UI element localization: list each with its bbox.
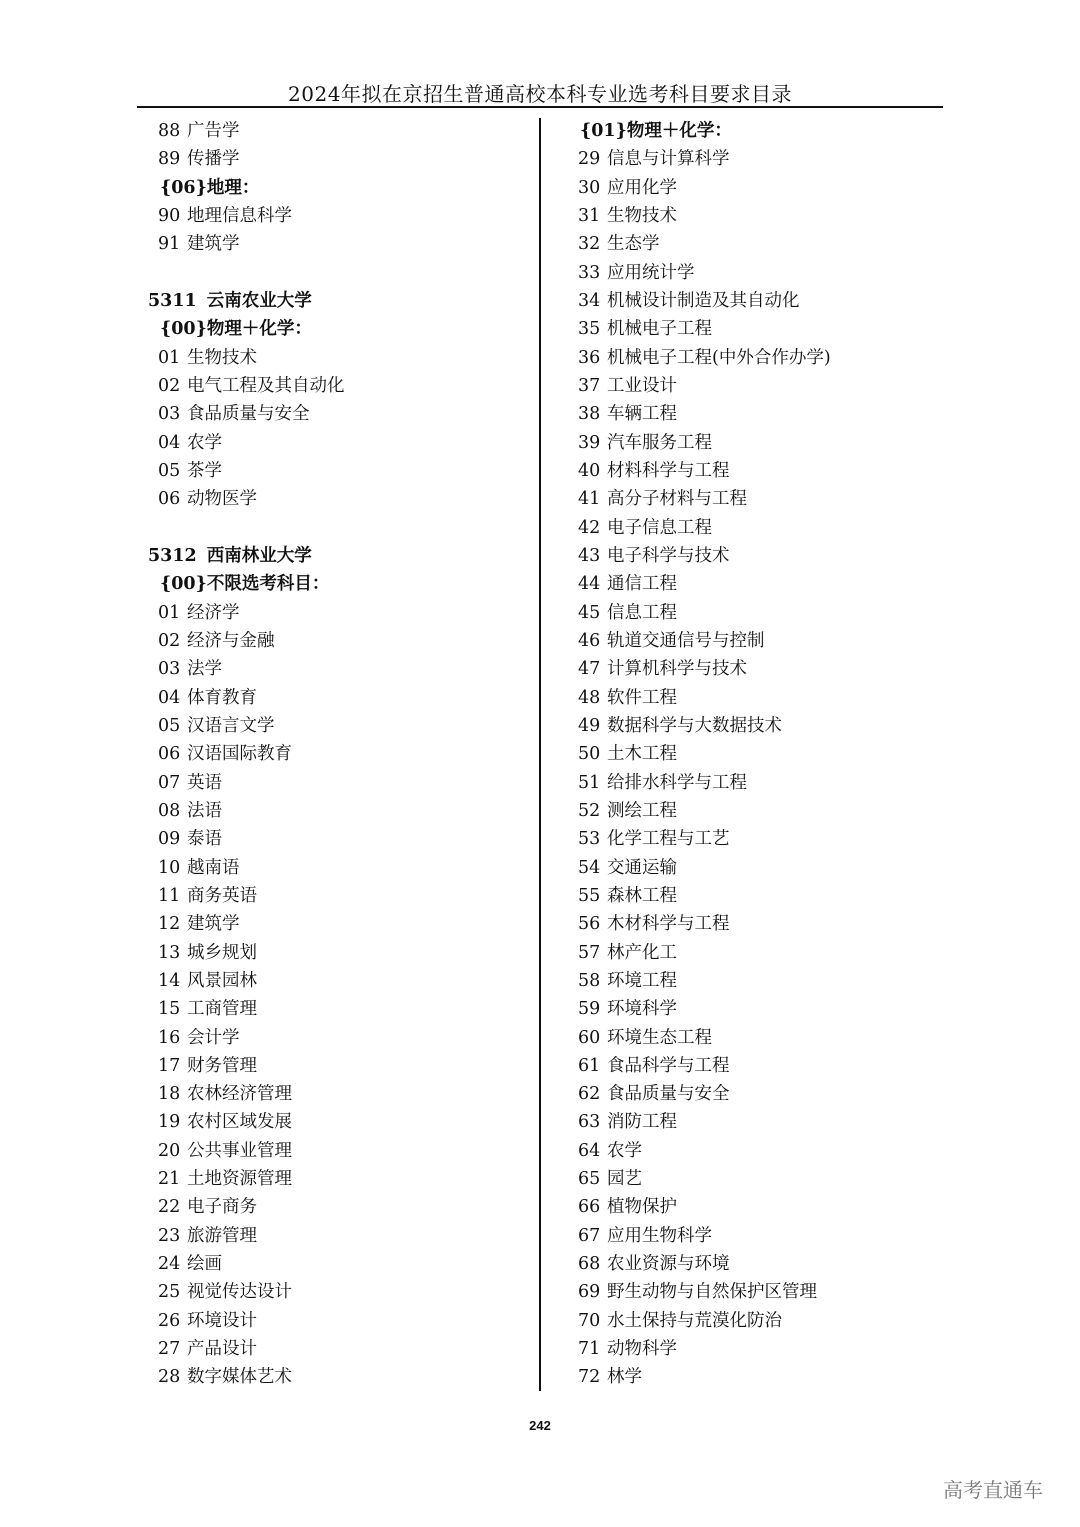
school-name: 云南农业大学 xyxy=(206,290,312,311)
item-number: 69 xyxy=(578,1282,601,1303)
list-item xyxy=(148,967,345,995)
item-name: 环境科学 xyxy=(607,999,677,1020)
list-item xyxy=(568,457,831,485)
list-item xyxy=(148,1363,345,1391)
list-item xyxy=(568,1193,831,1221)
item-number: 31 xyxy=(578,205,601,226)
item-number: 89 xyxy=(158,149,181,170)
item-number: 24 xyxy=(158,1254,181,1275)
item-number: 88 xyxy=(158,121,181,141)
item-number: 55 xyxy=(578,885,601,906)
item-name: 法学 xyxy=(187,659,222,680)
category-heading: {06}地理： xyxy=(160,177,260,198)
list-item xyxy=(148,825,345,853)
item-name: 农学 xyxy=(187,432,222,453)
item-number: 23 xyxy=(158,1225,181,1246)
list-item xyxy=(148,1278,345,1306)
item-number: 33 xyxy=(578,262,601,283)
item-name: 林学 xyxy=(607,1367,642,1388)
list-item xyxy=(568,230,831,258)
school-heading xyxy=(148,542,345,570)
item-name: 汉语言文学 xyxy=(187,715,275,736)
item-name: 环境生态工程 xyxy=(607,1027,712,1048)
list-item xyxy=(148,769,345,797)
item-number: 36 xyxy=(578,347,601,368)
item-name: 应用生物科学 xyxy=(607,1225,712,1246)
item-number: 60 xyxy=(578,1027,601,1048)
school-heading xyxy=(148,287,345,315)
item-number: 61 xyxy=(578,1055,601,1076)
item-name: 汽车服务工程 xyxy=(607,432,712,453)
item-name: 信息工程 xyxy=(607,602,677,623)
item-name: 生态学 xyxy=(607,234,660,255)
item-name: 视觉传达设计 xyxy=(187,1282,292,1303)
item-name: 农学 xyxy=(607,1140,642,1161)
list-item xyxy=(148,344,345,372)
item-number: 05 xyxy=(158,715,181,736)
item-name: 电子科学与技术 xyxy=(607,545,730,566)
list-item xyxy=(148,372,345,400)
item-number: 50 xyxy=(578,744,601,765)
item-name: 环境工程 xyxy=(607,970,677,991)
list-item xyxy=(568,882,831,910)
item-name: 水土保持与荒漠化防治 xyxy=(607,1310,782,1331)
list-item xyxy=(568,174,831,202)
item-number: 91 xyxy=(158,234,181,255)
item-name: 风景园林 xyxy=(187,970,257,991)
school-code: 5312 xyxy=(148,545,197,566)
item-name: 给排水科学与工程 xyxy=(607,772,747,793)
item-name: 食品质量与安全 xyxy=(607,1084,730,1105)
list-item xyxy=(148,1052,345,1080)
item-name: 商务英语 xyxy=(187,885,257,906)
page-number: 242 xyxy=(529,1418,551,1433)
list-item xyxy=(568,684,831,712)
item-name: 旅游管理 xyxy=(187,1225,257,1246)
item-number: 28 xyxy=(158,1367,181,1388)
list-item xyxy=(148,1222,345,1250)
item-number: 06 xyxy=(158,744,181,765)
item-number: 17 xyxy=(158,1055,181,1076)
list-item xyxy=(568,1222,831,1250)
item-name: 信息与计算科学 xyxy=(607,149,730,170)
list-item xyxy=(568,259,831,287)
item-name: 应用化学 xyxy=(607,177,677,198)
item-name: 机械电子工程 xyxy=(607,319,712,340)
item-number: 37 xyxy=(578,375,601,396)
item-number: 59 xyxy=(578,999,601,1020)
item-name: 数字媒体艺术 xyxy=(187,1367,292,1388)
list-item xyxy=(568,1052,831,1080)
item-number: 68 xyxy=(578,1254,601,1275)
item-number: 63 xyxy=(578,1112,601,1133)
list-item xyxy=(148,1108,345,1136)
list-item xyxy=(568,825,831,853)
list-item xyxy=(148,797,345,825)
list-item xyxy=(568,145,831,173)
list-item xyxy=(148,995,345,1023)
item-name: 生物技术 xyxy=(187,347,257,368)
item-name: 电子商务 xyxy=(187,1197,257,1218)
item-name: 植物保护 xyxy=(607,1197,677,1218)
list-item xyxy=(568,910,831,938)
item-name: 土地资源管理 xyxy=(187,1169,292,1190)
blank-line xyxy=(148,259,345,287)
item-name: 财务管理 xyxy=(187,1055,257,1076)
item-name: 测绘工程 xyxy=(607,800,677,821)
list-item xyxy=(148,230,345,258)
item-number: 66 xyxy=(578,1197,601,1218)
list-item xyxy=(148,854,345,882)
list-item xyxy=(568,712,831,740)
item-name: 英语 xyxy=(187,772,222,793)
list-item xyxy=(568,1165,831,1193)
item-number: 40 xyxy=(578,460,601,481)
list-item xyxy=(148,145,345,173)
item-name: 经济与金融 xyxy=(187,630,275,651)
item-number: 11 xyxy=(158,885,181,906)
list-item xyxy=(568,1278,831,1306)
item-number: 43 xyxy=(578,545,601,566)
item-name: 土木工程 xyxy=(607,744,677,765)
list-item xyxy=(148,485,345,513)
item-number: 04 xyxy=(158,432,181,453)
item-name: 机械设计制造及其自动化 xyxy=(607,290,800,311)
list-item xyxy=(568,627,831,655)
item-name: 车辆工程 xyxy=(607,404,677,425)
item-number: 70 xyxy=(578,1310,601,1331)
item-number: 64 xyxy=(578,1140,601,1161)
item-name: 动物科学 xyxy=(607,1339,677,1360)
item-name: 建筑学 xyxy=(187,234,240,255)
item-name: 计算机科学与技术 xyxy=(607,659,747,680)
item-name: 高分子材料与工程 xyxy=(607,489,747,510)
item-number: 67 xyxy=(578,1225,601,1246)
item-name: 应用统计学 xyxy=(607,262,695,283)
list-item xyxy=(148,655,345,683)
item-name: 生物技术 xyxy=(607,205,677,226)
item-number: 02 xyxy=(158,375,181,396)
list-item xyxy=(148,939,345,967)
item-name: 汉语国际教育 xyxy=(187,744,292,765)
page-title: 2024年拟在京招生普通高校本科专业选考科目要求目录 xyxy=(288,82,792,106)
item-name: 食品质量与安全 xyxy=(187,404,310,425)
school-name: 西南林业大学 xyxy=(206,545,312,566)
category-heading: {01}物理＋化学： xyxy=(580,121,732,141)
item-number: 51 xyxy=(578,772,601,793)
list-item xyxy=(568,344,831,372)
list-item xyxy=(148,712,345,740)
item-name: 工商管理 xyxy=(187,999,257,1020)
item-number: 54 xyxy=(578,857,601,878)
list-item xyxy=(568,1137,831,1165)
list-item xyxy=(148,1193,345,1221)
item-name: 环境设计 xyxy=(187,1310,257,1331)
item-name: 会计学 xyxy=(187,1027,240,1048)
item-number: 71 xyxy=(578,1339,601,1360)
item-number: 13 xyxy=(158,942,181,963)
item-name: 工业设计 xyxy=(607,375,677,396)
list-item xyxy=(148,1165,345,1193)
item-number: 47 xyxy=(578,659,601,680)
item-name: 茶学 xyxy=(187,460,222,481)
list-item xyxy=(568,514,831,542)
item-number: 26 xyxy=(158,1310,181,1331)
category-heading: {00}物理＋化学： xyxy=(160,319,312,340)
list-item xyxy=(568,1080,831,1108)
item-number: 44 xyxy=(578,574,601,595)
item-name: 产品设计 xyxy=(187,1339,257,1360)
item-number: 46 xyxy=(578,630,601,651)
item-number: 65 xyxy=(578,1169,601,1190)
list-item xyxy=(568,655,831,683)
list-item xyxy=(568,485,831,513)
right-column xyxy=(568,117,831,1392)
list-item xyxy=(148,202,345,230)
item-name: 泰语 xyxy=(187,829,222,850)
left-column xyxy=(148,117,345,1392)
item-name: 食品科学与工程 xyxy=(607,1055,730,1076)
item-number: 45 xyxy=(578,602,601,623)
list-item xyxy=(148,740,345,768)
list-item xyxy=(148,599,345,627)
item-name: 公共事业管理 xyxy=(187,1140,292,1161)
list-item xyxy=(568,1250,831,1278)
category-heading: {00}不限选考科目： xyxy=(160,574,330,595)
item-number: 09 xyxy=(158,829,181,850)
list-item xyxy=(148,400,345,428)
item-number: 22 xyxy=(158,1197,181,1218)
item-number: 03 xyxy=(158,404,181,425)
item-name: 动物医学 xyxy=(187,489,257,510)
list-item xyxy=(568,939,831,967)
item-name: 地理信息科学 xyxy=(187,205,292,226)
list-item xyxy=(148,1307,345,1335)
item-number: 41 xyxy=(578,489,601,510)
list-item xyxy=(568,1307,831,1335)
item-number: 72 xyxy=(578,1367,601,1388)
item-name: 通信工程 xyxy=(607,574,677,595)
item-number: 03 xyxy=(158,659,181,680)
list-item xyxy=(568,1335,831,1363)
item-number: 90 xyxy=(158,205,181,226)
list-item xyxy=(568,542,831,570)
item-name: 木材科学与工程 xyxy=(607,914,730,935)
list-item xyxy=(568,372,831,400)
item-name: 绘画 xyxy=(187,1254,222,1275)
item-number: 12 xyxy=(158,914,181,935)
item-number: 38 xyxy=(578,404,601,425)
item-number: 10 xyxy=(158,857,181,878)
item-number: 48 xyxy=(578,687,601,708)
list-item xyxy=(148,684,345,712)
item-number: 30 xyxy=(578,177,601,198)
item-number: 08 xyxy=(158,800,181,821)
item-number: 53 xyxy=(578,829,601,850)
header-rule xyxy=(137,106,943,108)
list-item xyxy=(568,769,831,797)
item-number: 62 xyxy=(578,1084,601,1105)
list-item xyxy=(568,202,831,230)
item-number: 34 xyxy=(578,290,601,311)
item-number: 05 xyxy=(158,460,181,481)
school-code: 5311 xyxy=(148,290,197,311)
blank-line xyxy=(148,514,345,542)
item-name: 法语 xyxy=(187,800,222,821)
item-number: 35 xyxy=(578,319,601,340)
list-item xyxy=(148,117,345,145)
list-item xyxy=(148,429,345,457)
list-item xyxy=(568,315,831,343)
item-name: 机械电子工程(中外合作办学) xyxy=(607,347,831,368)
list-item xyxy=(148,1080,345,1108)
item-name: 消防工程 xyxy=(607,1112,677,1133)
item-name: 越南语 xyxy=(187,857,240,878)
item-name: 交通运输 xyxy=(607,857,677,878)
item-number: 14 xyxy=(158,970,181,991)
item-name: 数据科学与大数据技术 xyxy=(607,715,782,736)
item-number: 21 xyxy=(158,1169,181,1190)
item-number: 49 xyxy=(578,715,601,736)
list-item xyxy=(568,429,831,457)
item-number: 18 xyxy=(158,1084,181,1105)
item-name: 材料科学与工程 xyxy=(607,460,730,481)
list-item xyxy=(148,910,345,938)
item-number: 52 xyxy=(578,800,601,821)
item-number: 32 xyxy=(578,234,601,255)
watermark: 高考直通车 xyxy=(943,1478,1043,1502)
list-item xyxy=(568,967,831,995)
item-number: 42 xyxy=(578,517,601,538)
list-item xyxy=(568,287,831,315)
item-number: 56 xyxy=(578,914,601,935)
item-name: 轨道交通信号与控制 xyxy=(607,630,765,651)
item-name: 园艺 xyxy=(607,1169,642,1190)
list-item xyxy=(568,1363,831,1391)
item-number: 06 xyxy=(158,489,181,510)
list-item xyxy=(148,1024,345,1052)
item-number: 27 xyxy=(158,1339,181,1360)
item-name: 广告学 xyxy=(187,121,240,141)
item-name: 传播学 xyxy=(187,149,240,170)
list-item xyxy=(568,599,831,627)
item-name: 电子信息工程 xyxy=(607,517,712,538)
item-name: 体育教育 xyxy=(187,687,257,708)
list-item xyxy=(148,1137,345,1165)
item-name: 森林工程 xyxy=(607,885,677,906)
item-number: 29 xyxy=(578,149,601,170)
list-item xyxy=(568,1024,831,1052)
item-number: 57 xyxy=(578,942,601,963)
item-number: 20 xyxy=(158,1140,181,1161)
item-number: 01 xyxy=(158,602,181,623)
item-name: 农村区域发展 xyxy=(187,1112,292,1133)
list-item xyxy=(568,570,831,598)
item-name: 野生动物与自然保护区管理 xyxy=(607,1282,817,1303)
item-number: 01 xyxy=(158,347,181,368)
item-name: 软件工程 xyxy=(607,687,677,708)
list-item xyxy=(568,400,831,428)
item-number: 07 xyxy=(158,772,181,793)
column-divider xyxy=(539,118,541,1391)
list-item xyxy=(148,1250,345,1278)
list-item xyxy=(568,1108,831,1136)
item-name: 电气工程及其自动化 xyxy=(187,375,345,396)
list-item xyxy=(148,457,345,485)
item-name: 城乡规划 xyxy=(187,942,257,963)
item-name: 经济学 xyxy=(187,602,240,623)
item-number: 02 xyxy=(158,630,181,651)
item-name: 建筑学 xyxy=(187,914,240,935)
item-number: 39 xyxy=(578,432,601,453)
list-item xyxy=(568,995,831,1023)
item-number: 58 xyxy=(578,970,601,991)
item-name: 农业资源与环境 xyxy=(607,1254,730,1275)
item-number: 16 xyxy=(158,1027,181,1048)
item-name: 林产化工 xyxy=(607,942,677,963)
item-name: 农林经济管理 xyxy=(187,1084,292,1105)
list-item xyxy=(568,797,831,825)
item-number: 19 xyxy=(158,1112,181,1133)
list-item xyxy=(568,854,831,882)
item-number: 04 xyxy=(158,687,181,708)
list-item xyxy=(148,1335,345,1363)
list-item xyxy=(148,627,345,655)
item-number: 25 xyxy=(158,1282,181,1303)
item-name: 化学工程与工艺 xyxy=(607,829,730,850)
item-number: 15 xyxy=(158,999,181,1020)
list-item xyxy=(568,740,831,768)
list-item xyxy=(148,882,345,910)
